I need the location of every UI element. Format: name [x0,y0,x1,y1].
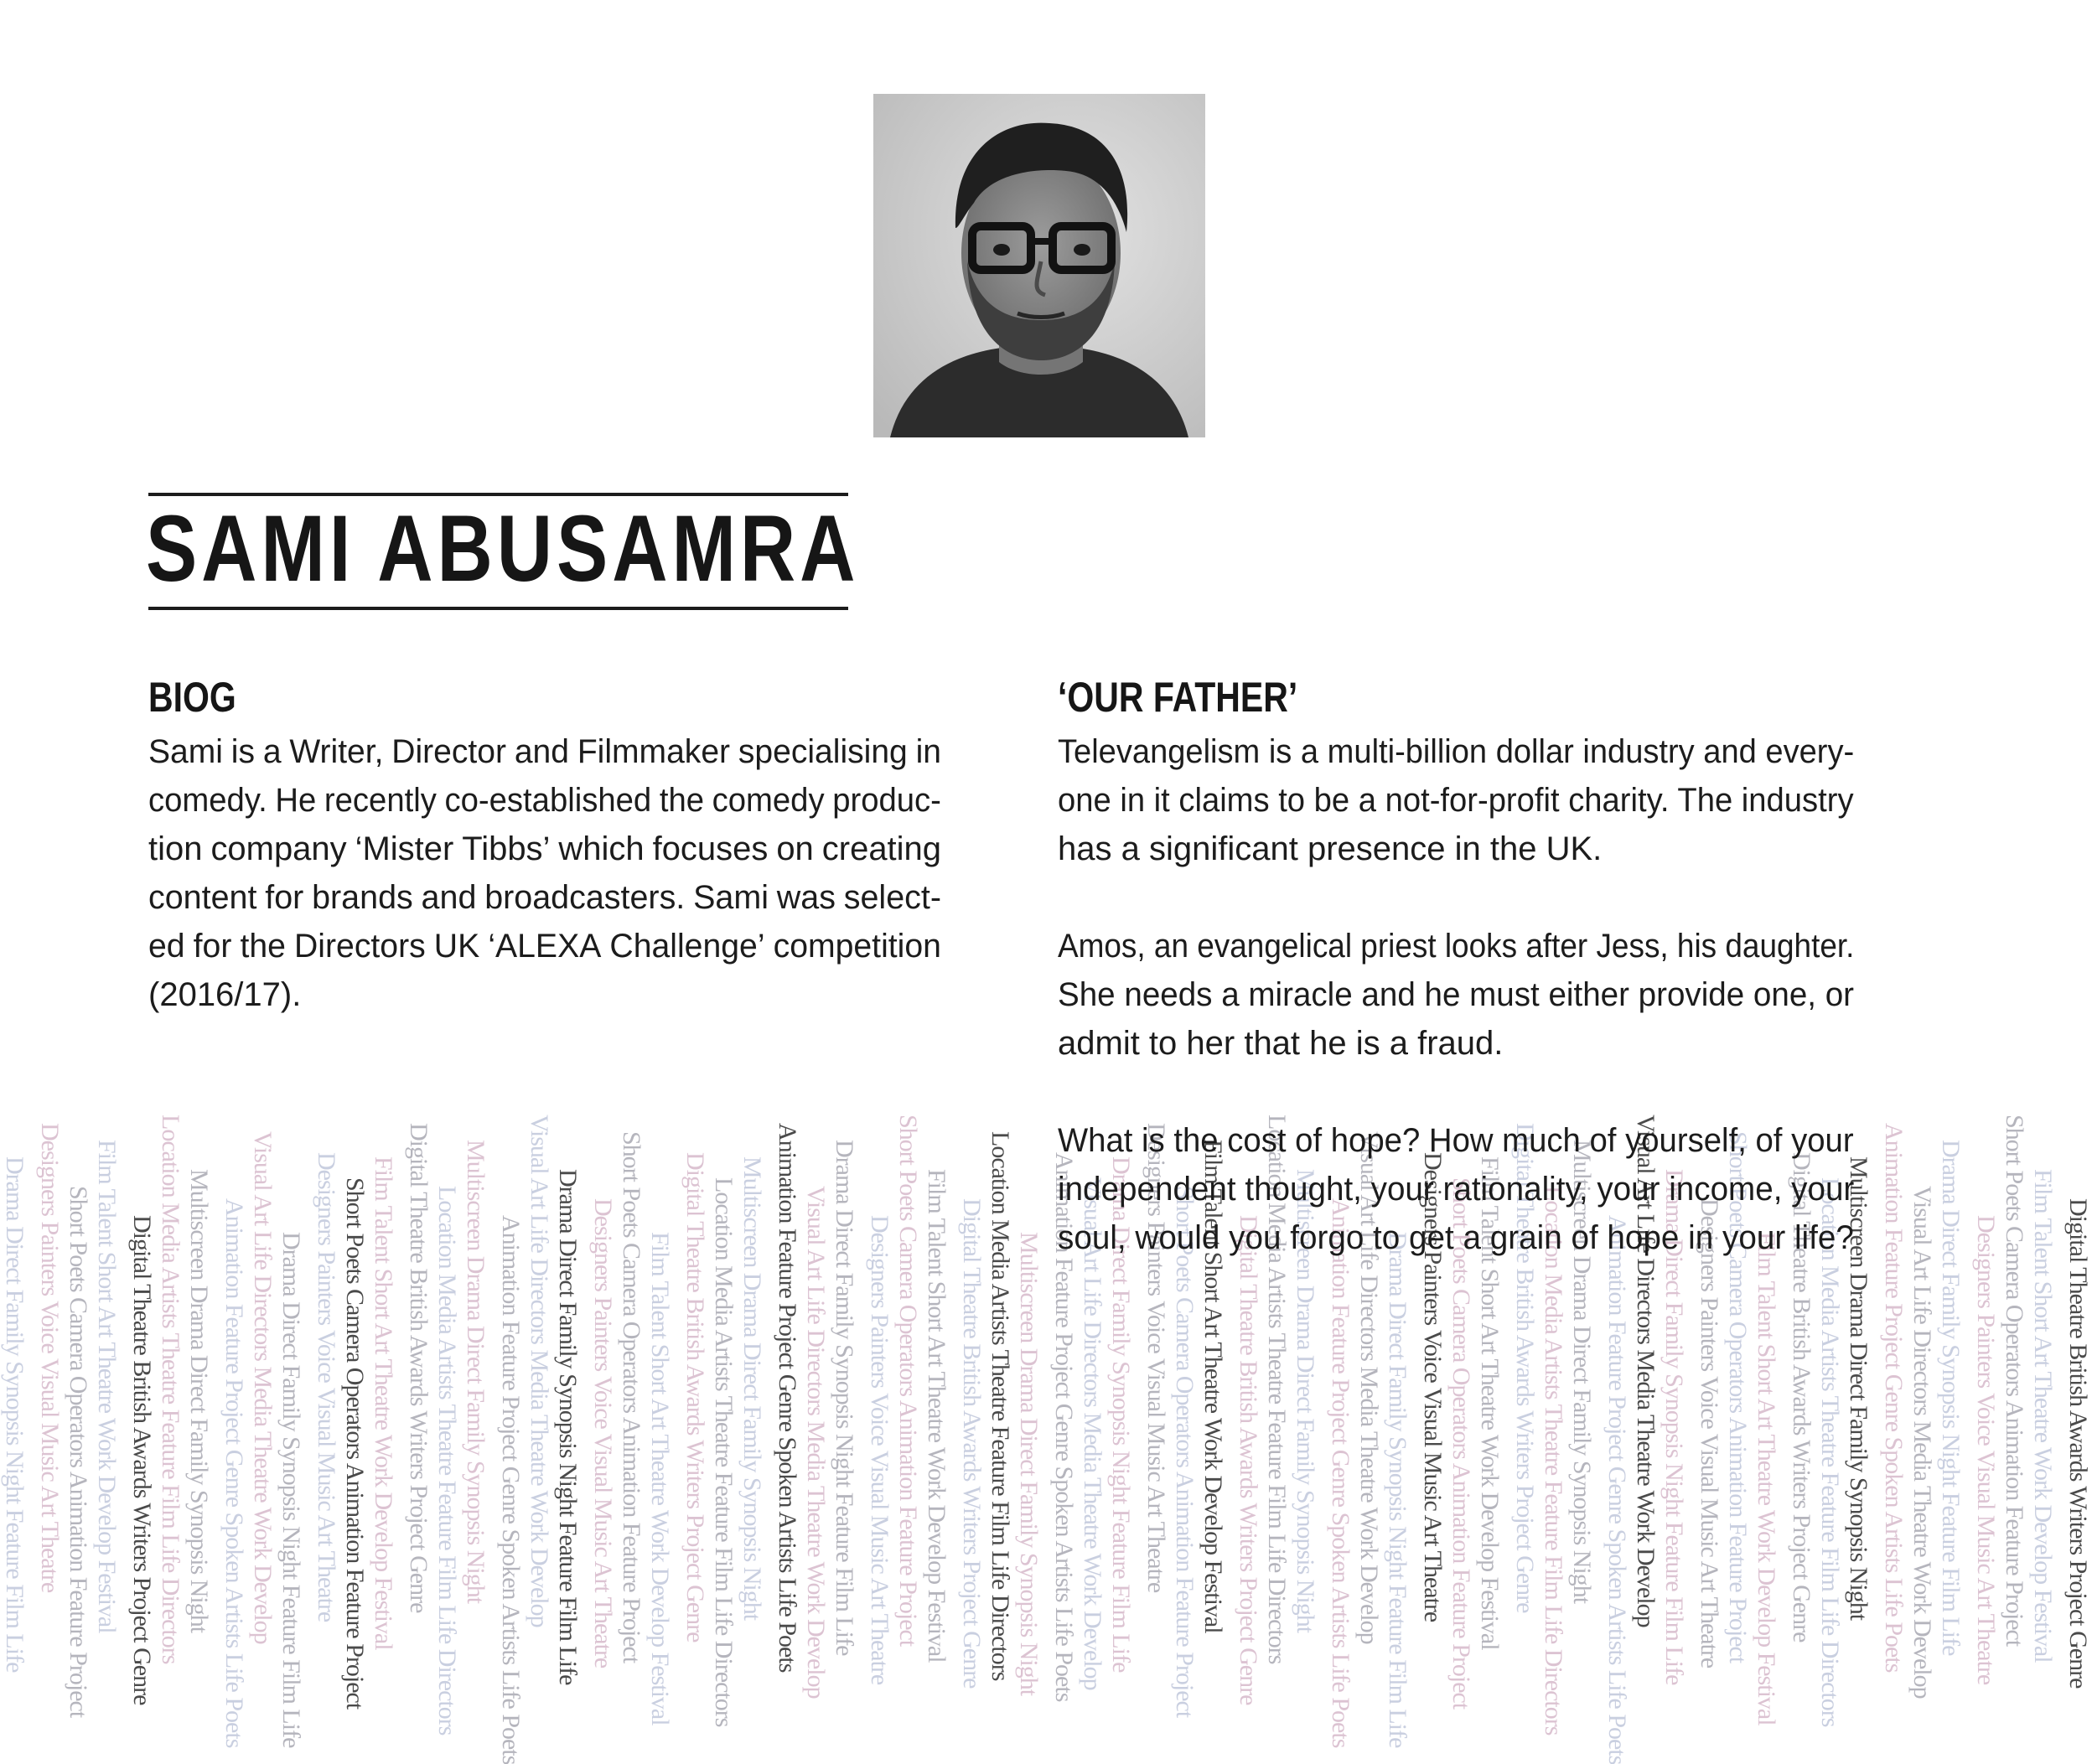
band-word-column: Drama Direct Family Synopsis Night Feature Film Life [831,1140,858,1656]
band-word-column: Drama Direct Family Synopsis Night Feature Film Life [1107,1156,1135,1673]
band-word-column: Location Media Artists Theatre Feature Film Life Directors [1540,1186,1567,1736]
band-word-column: Digital Theatre British Awards Writers Project Genre [405,1123,432,1613]
band-word-column: Multiscreen Drama Direct Family Synopsis Night [1292,1169,1319,1633]
biog-heading: BIOG [148,674,236,721]
word: produc- [832,782,941,819]
band-word-column: Visual Art Life Directors Media Theatre Work Develop [526,1115,553,1627]
band-word-column: Animation Feature Project Genre Spoken Artists Life Poets [1050,1152,1078,1702]
film-title-heading: ‘OUR FATHER’ [1058,674,1298,721]
synopsis-line: admit to her that he is a fraud. [1058,1025,1504,1062]
word: and [421,879,477,916]
band-word-column: Location Media Artists Theatre Feature Film Life Directors [1263,1115,1291,1664]
band-word-column: Drama Direct Family Synopsis Night Feature Film Life [1,1156,28,1673]
band-word-column: Designers Painters Voice Visual Music Art Theatre [866,1215,893,1685]
word: creating [821,830,941,867]
word: Sami [693,879,769,916]
word: Director [391,733,507,770]
band-word-column: Short Poets Camera Operators Animation Feature Project [65,1186,92,1718]
synopsis-line: Amos, an evangelical priest looks after Jess, his daughter. [1058,928,1855,965]
band-word-column: Visual Art Life Directors Media Theatre Work Develop [1079,1177,1106,1690]
band-word-column: Designers Painters Voice Visual Music Art Theatre [1419,1152,1447,1622]
word: UK [433,928,480,965]
band-word-column: Location Media Artists Theatre Feature Film Life Directors [986,1131,1014,1681]
word: in [915,733,941,770]
band-word-column: Location Media Artists Theatre Feature Film Life Directors [710,1177,738,1727]
band-word-column: Short Poets Camera Operators Animation Feature Project [618,1131,645,1663]
word: competition [773,928,941,965]
band-word-column: Digital Theatre British Awards Writers Project Genre [128,1215,156,1705]
band-word-column: Multiscreen Drama Direct Family Synopsis Night [462,1140,489,1604]
name-rule-bottom [148,607,848,610]
person-name: SAMI ABUSAMRA [146,496,860,601]
band-word-column: Digital Theatre British Awards Writers Project Genre [1788,1152,1815,1642]
word: comedy. [148,782,267,819]
band-word-column: Location Media Artists Theatre Feature Film Life Directors [157,1115,184,1664]
band-word-column: Digital Theatre British Awards Writers Project Genre [958,1198,986,1689]
word: focuses [652,830,769,867]
word: company [210,830,347,867]
band-word-column: Animation Feature Project Genre Spoken Artists Life Poets [1327,1198,1354,1748]
biog-line [148,873,941,922]
synopsis-line: soul, would you forgo to get a grain of hope in your life? [1058,1219,1854,1256]
word: for [193,928,232,965]
film-synopsis [1058,727,1854,1262]
band-word-column: Visual Art Life Directors Media Theatre Work Develop [802,1186,830,1699]
word: Challenge’ [609,928,765,965]
band-word-column: Designers Painters Voice Visual Music Art Theatre [1142,1123,1170,1593]
word: is [230,733,256,770]
band-word-column: Designers Painters Voice Visual Music Art Theatre [1696,1198,1723,1668]
band-word-column: Digital Theatre British Awards Writers Project Genre [1511,1123,1539,1613]
word: Filmmaker [577,733,731,770]
portrait-illustration [873,94,1205,437]
word: the [240,928,286,965]
word: broadcasters. [484,879,686,916]
paragraph-gap [1058,1068,1854,1116]
word: specialising [738,733,908,770]
biog-line [148,825,941,873]
band-word-column: Visual Art Life Directors Media Theatre Work Develop [1355,1131,1383,1644]
word: ed [148,928,185,965]
band-word-column: Digital Theatre British Awards Writers Project Genre [2064,1198,2092,1689]
band-word-column: Short Poets Camera Operators Animation Feature Project [1724,1131,1752,1663]
band-word-column: Drama Direct Family Synopsis Night Feature Film Life [1384,1232,1411,1748]
synopsis-line: What is the cost of hope? How much of yourself, of your [1058,1122,1854,1159]
band-word-column: Drama Direct Family Synopsis Night Feature Film Life [1660,1169,1688,1685]
word: He [275,782,317,819]
band-word-column: Visual Art Life Directors Media Theatre Work Develop [1632,1115,1660,1627]
synopsis-line: She needs a miracle and he must either provide one, or [1058,976,1855,1013]
band-word-column: Film Talent Short Art Theatre Work Develop Festival [1476,1156,1504,1650]
band-word-column: Designers Painters Voice Visual Music Art Theatre [589,1198,617,1668]
word: was [776,879,836,916]
word: Sami [148,733,223,770]
band-word-column: Short Poets Camera Operators Animation Feature Project [894,1115,922,1647]
band-word-column: Short Poets Camera Operators Animation Feature Project [1171,1186,1199,1718]
band-word-column: Drama Direct Family Synopsis Night Feature Film Life [554,1169,582,1685]
band-word-column: Film Talent Short Art Theatre Work Develop Festival [2029,1169,2057,1663]
word: content [148,879,257,916]
paragraph-gap [1058,873,1854,922]
word: the [659,782,705,819]
band-word-column: Animation Feature Project Genre Spoken Artists Life Poets [1603,1215,1631,1764]
band-word-column: Visual Art Life Directors Media Theatre Work Develop [1908,1186,1936,1699]
word: recently [324,782,437,819]
word: and [514,733,569,770]
band-word-column: Designers Painters Voice Visual Music Art Theatre [1972,1215,2000,1685]
biog-line [148,922,941,970]
band-word-column: Multiscreen Drama Direct Family Synopsis Night [1568,1140,1596,1604]
band-word-column: Multiscreen Drama Direct Family Synopsis Night [1015,1232,1043,1696]
band-word-column: Multiscreen Drama Direct Family Synopsis Night [1845,1156,1872,1621]
band-word-column: Short Poets Camera Operators Animation Feature Project [341,1177,369,1710]
word: select- [843,879,941,916]
word: co-established [444,782,652,819]
band-word-column: Animation Feature Project Genre Spoken Artists Life Poets [220,1198,248,1748]
band-word-column: Designers Painters Voice Visual Music Art Theatre [36,1123,64,1593]
band-word-column: Animation Feature Project Genre Spoken Artists Life Poets [497,1215,525,1764]
band-word-column: Film Talent Short Art Theatre Work Develop Festival [93,1140,121,1633]
band-word-column: Short Poets Camera Operators Animation Feature Project [2001,1115,2028,1647]
biog-line: (2016/17). [148,976,302,1013]
word: brands [312,879,413,916]
band-word-column: Drama Direct Family Synopsis Night Feature Film Life [277,1232,305,1748]
word: Directors [294,928,426,965]
band-word-column: Visual Art Life Directors Media Theatre Work Develop [249,1131,277,1644]
word: comedy [712,782,825,819]
band-word-column: Film Talent Short Art Theatre Work Develop Festival [923,1169,950,1663]
biog-text [148,727,941,1019]
word: tion [148,830,203,867]
word: ‘Mister [355,830,454,867]
word: ‘ALEXA [488,928,602,965]
band-word-column: Animation Feature Project Genre Spoken Artists Life Poets [774,1123,801,1673]
band-word-column: Multiscreen Drama Direct Family Synopsis Night [185,1169,213,1633]
word: for [265,879,304,916]
synopsis-line: Televangelism is a multi-billion dollar industry and every- [1058,733,1855,770]
word: Writer, [289,733,384,770]
band-word-column: Location Media Artists Theatre Feature Film Life Directors [1816,1177,1844,1727]
band-word-column: Film Talent Short Art Theatre Work Develop Festival [1753,1232,1780,1725]
band-word-column: Short Poets Camera Operators Animation Feature Project [1447,1177,1475,1710]
band-word-column: Location Media Artists Theatre Feature Film Life Directors [433,1186,461,1736]
synopsis-line: one in it claims to be a not-for-profit charity. The industry [1058,782,1854,819]
word: Tibbs’ [462,830,551,867]
word: on [776,830,814,867]
band-word-column: Animation Feature Project Genre Spoken Artists Life Poets [1880,1123,1908,1673]
band-word-column: Film Talent Short Art Theatre Work Develop Festival [646,1232,674,1725]
band-word-column: Digital Theatre British Awards Writers Project Genre [681,1152,709,1642]
band-word-column: Designers Painters Voice Visual Music Art Theatre [313,1152,340,1622]
band-word-column: Digital Theatre British Awards Writers Project Genre [1235,1215,1262,1705]
biog-line [148,727,941,776]
synopsis-line: independent thought, your rationality, your income, your [1058,1171,1855,1208]
synopsis-line: has a significant presence in the UK. [1058,830,1603,867]
band-word-column: Film Talent Short Art Theatre Work Develop Festival [1199,1140,1227,1633]
word: a [262,733,282,770]
portrait-photo [873,94,1205,437]
word: which [558,830,645,867]
band-word-column: Drama Direct Family Synopsis Night Feature Film Life [1937,1140,1965,1656]
biog-line [148,776,941,825]
band-word-column: Film Talent Short Art Theatre Work Develop Festival [370,1156,397,1650]
band-word-column: Multiscreen Drama Direct Family Synopsis Night [738,1156,766,1621]
